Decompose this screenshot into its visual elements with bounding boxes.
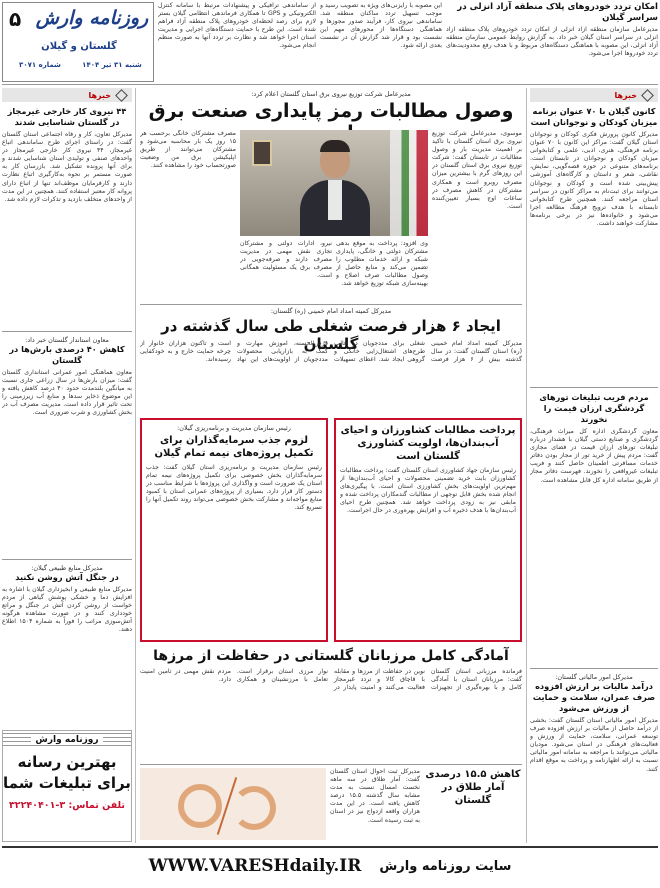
border-title: آمادگی کامل مرزبانان گلستانی در حفاظت از مرزها <box>153 648 509 664</box>
right-body2: معاون گردشگری اداره کل میراث فرهنگی، گردشگری و صنایع دستی گیلان با هشدار درباره تبلیغات تورهای ارزان قیمت در فضای مجازی گفت: مردم پیش از خرید تور از مجاز بودن دفاتر خدمات مسافرتی اطمینان حاصل کنند و فریب تبلیغات غیرواقعی را نخورند. فهرست دفاتر مجاز از طریق سامانه اداره کل قابل مشاهده است. <box>530 428 658 484</box>
main-body-b: وی افزود: پرداخت به موقع بدهی مشترکان دولتی و خانگی، پایداری شبکه و ارائه خدمات مطلوب را تضمین می‌کند و منابع حاصل از وصول مطالبات صرف اصلاح و بهینه‌سازی شبکه توزیع خواهد شد. <box>336 240 428 288</box>
masthead-section: گلستان و گیلان <box>41 41 117 52</box>
border-body: فرمانده مرزبانی استان گلستان گفت: مرزبانان استان با آمادگی کامل و با بهره‌گیری از تجهیزات نوین در حفاظت از مرزها و مقابله با قاچاق کالا و تردد غیرمجاز فعالیت می‌کنند و امنیت پایدار در نوار مرزی استان برقرار است. تعامل با مرزنشینان و همکاری مردم نقش مهمی در تامین امنیت دارد. <box>140 668 522 692</box>
investors-kicker: رئیس سازمان مدیریت و برنامه‌ریزی گیلان: <box>177 424 291 432</box>
investors-title: لزوم جذب سرمایه‌گذاران برای تکمیل پروژه‌های نیمه تمام گیلان <box>154 435 314 459</box>
footer-label: سایت روزنامه وارش <box>379 858 512 874</box>
jobs-kicker: مدیرکل کمیته امداد امام خمینی (ره) گلستان: <box>270 307 392 315</box>
left-news-label <box>2 88 132 102</box>
ad-brand-band <box>3 731 131 749</box>
right-news-label <box>530 88 658 102</box>
top-right-body: مدیرعامل سازمان منطقه آزاد انزلی از امکان تردد خودروهای پلاک منطقه آزاد انزلی در سراسر استان گیلان خبر داد. به گزارش روابط عمومی سازمان منطقه آزاد انزلی، این مصوبه با هماهنگی دستگاه‌های مربوط و با هدف رفع محدودیت‌های تردد خودروها اجرا می‌شود. <box>446 26 658 58</box>
divorce-title: کاهش ۱۵.۵ درصدی آمار طلاق در گلستان <box>425 769 521 806</box>
ring-right <box>232 786 276 830</box>
diamond-icon <box>641 89 654 102</box>
right-h2: مردم فریب تبلیغات تورهای گردشگری ارزان قیمت را نخورند <box>539 392 649 424</box>
right-h3: درآمد مالیات بر ارزش افزوده صرف عمران، سلامت و حمایت از ورزش می‌شود <box>532 681 656 713</box>
left-kicker2: معاون استاندار گلستان خبر داد: <box>25 336 109 344</box>
right-column <box>530 88 658 843</box>
left-divider-1 <box>2 331 132 332</box>
right-body3: مدیرکل امور مالیاتی استان گلستان گفت: بخشی از درآمد حاصل از مالیات بر ارزش افزوده صرف توسعه عمرانی، سلامت، حمایت از ورزش و فعالیت‌های فرهنگی در استان می‌شود. مودیان مالیاتی می‌توانند با مراجعه به سامانه امور مالیاتی نسبت به ارائه اظهارنامه و پرداخت به موقع اقدام کنند. <box>530 717 658 773</box>
ad-brand: روزنامه وارش <box>31 735 102 745</box>
masthead <box>2 2 154 82</box>
official-photo <box>240 130 428 236</box>
left-divider-2 <box>2 559 132 560</box>
ring-left <box>178 784 222 828</box>
left-news-label-text: خبرها <box>88 90 111 100</box>
mid-divider-2 <box>140 764 522 765</box>
footer-site[interactable]: WWW.VARESHdaily.IR <box>148 856 362 876</box>
jobs-title: ایجاد ۶ هزار فرصت شغلی طی سال گذشته در گلستان <box>161 317 501 353</box>
left-h1: ۴۴ نیروی کار خارجی غیرمجاز در گلستان شناسایی شدند <box>7 106 127 127</box>
left-column-rule <box>135 88 136 843</box>
left-column <box>2 88 132 726</box>
right-kicker3: مدیرکل امور مالیاتی گلستان: <box>555 673 633 681</box>
diamond-icon <box>115 89 128 102</box>
top-right-article <box>446 2 658 82</box>
top-right-title: امکان تردد خودروهای پلاک منطقه آزاد انزلی در سراسر گیلان <box>457 2 658 23</box>
left-body2: معاون هماهنگی امور عمرانی استانداری گلستان گفت: میزان بارش‌ها در سال زراعی جاری نسبت به میانگین بلندمدت حدود ۴۰ درصد کاهش یافته و این موضوع ذخایر سدها و منابع آب زیرزمینی را تحت تاثیر قرار داده است. مدیریت مصرف آب در بخش کشاورزی و شرب ضروری است. <box>2 369 132 417</box>
main-body-a: موسوی، مدیرعامل شرکت توزیع نیروی برق استان گلستان با تاکید بر اهمیت مدیریت بار و وصول مطالبات در تابستان گفت: شرکت توزیع نیروی برق استان گلستان در این روزهای گرم با بیشترین میزان مصرف روبرو است و همکاری مشترکان در کاهش مصرف در ساعات اوج بسیار تعیین‌کننده است. <box>432 130 522 210</box>
ad-box <box>2 730 132 842</box>
left-body3: مدیرکل منابع طبیعی و آبخیزداری گیلان با اشاره به افزایش دما و خشکی پوشش گیاهی از مردم خواست از روشن کردن آتش در جنگل و مراتع خودداری کنند و در صورت مشاهده هرگونه آتش‌سوزی مراتب را فوراً به شماره ۱۵۰۴ اطلاع دهند. <box>2 586 132 634</box>
masthead-issue: شماره ۳۰۷۱ <box>19 61 61 69</box>
right-h1: کانون گیلان با ۷۰ عنوان برنامه میزبان کودکان و نوجوانان است <box>530 106 658 127</box>
broken-rings-image <box>140 768 326 840</box>
masthead-date: شنبه ۳۱ تیر ۱۴۰۴ <box>82 61 142 69</box>
right-body1: مدیرکل کانون پرورش فکری کودکان و نوجوانان استان گیلان گفت: مراکز این کانون با ۷۰ عنوان برنامه فرهنگی، هنری، ادبی، علمی و کتابخوانی میزبان کودکان و نوجوانان در تابستان است. برنامه‌های متنوعی در حوزه قصه‌گویی، نمایش، نقاشی، شعر و داستان و کارگاه‌های آموزشی پیش‌بینی شده است و کودکان و نوجوانان می‌توانند برای ثبت‌نام به مراکز کانون در سراسر استان مراجعه کنند. همچنین طرح کتابخوانی تابستانه با هدف ترویج فرهنگ مطالعه اجرا می‌شود و خانواده‌ها نیز در برخی برنامه‌ها مشارکت خواهند داشت. <box>530 131 658 228</box>
investors-box <box>140 418 328 642</box>
flag <box>390 130 428 236</box>
person-shirt <box>328 180 342 220</box>
portrait-frame <box>252 140 272 166</box>
ad-phone: تلفن تماس: ۳-۳۲۲۴۰۴۰۱ <box>8 800 125 811</box>
right-news-label-text: خبرها <box>614 90 637 100</box>
farmers-box <box>334 418 522 642</box>
ad-slogan-1: بهترین رسانه <box>17 753 117 771</box>
right-divider-2 <box>530 668 658 669</box>
ad-slogan-2: برای تبلیغات شما <box>3 774 131 792</box>
left-kicker3: مدیرکل منابع طبیعی گیلان: <box>31 564 103 572</box>
footer-bar <box>2 846 658 884</box>
farmers-title: پرداخت مطالبات کشاورزان و احیای آب‌بندان‌ها، اولویت کشاورزی گلستان است <box>340 425 516 462</box>
right-divider-1 <box>530 387 658 388</box>
mid-divider-1 <box>140 304 522 305</box>
right-column-rule <box>526 88 527 843</box>
main-kicker: مدیرعامل شرکت توزیع نیروی برق استان گلستان اعلام کرد: <box>251 90 411 98</box>
left-h3: در جنگل آتش روشن نکنید <box>15 572 119 582</box>
main-body-c: نیرو، ادارات دولتی و مشترکان تجاری نقش مهمی در مدیریت مصرف دارند و صرفه‌جویی در مصرف برق یک مسئولیت همگانی است. <box>240 240 332 280</box>
top-middle-text: این مصوبه با رایزنی‌های ویژه به تصویب رسید و موجب تسهیل تردد ساکنان منطقه شد. ساماندهی نیروی کار، فرآیند صدور مجوزها و هماهنگی دستگاه‌ها از محورهای مهم این نشست بود و قرار شد گزارش آن در نشست بعدی ارائه شود. <box>320 2 442 50</box>
left-body1: مدیرکل تعاون، کار و رفاه اجتماعی استان گلستان گفت: در راستای اجرای طرح ساماندهی اتباع غیرمجاز، ۴۴ نیروی کار خارجی غیرمجاز در واحدهای صنفی و تولیدی استان شناسایی شدند و برای آنها پرونده تشکیل شد. بازرسان کار به صورت مستمر بر نحوه به‌کارگیری اتباع نظارت دارند و کارفرمایان موظف‌اند تنها از اتباع دارای پروانه کار معتبر استفاده کنند. همچنین در این مدت از واحدهای متخلف بازدید و تذکرات لازم داده شد. <box>2 131 132 203</box>
top-divider <box>2 84 658 85</box>
main-body-d: مصرف مشترکان خانگی برحسب هر ۱۵ روز یک بار محاسبه می‌شود و مشترکان می‌توانند از طریق اپلیکیشن برق من وضعیت صورتحساب خود را مشاهده کنند. <box>140 130 236 170</box>
main-title: وصول مطالبات رمز پایداری صنعت برق <box>148 100 514 122</box>
investors-body: رئیس سازمان مدیریت و برنامه‌ریزی استان گیلان گفت: جذب سرمایه‌گذاران بخش خصوصی برای تکمیل پروژه‌های نیمه تمام استان یک ضرورت است و واگذاری این پروژه‌ها با شرایط مناسب در دستور کار قرار دارد. بسیاری از پروژه‌های عمرانی استان با کمبود منابع مواجه‌اند و مشارکت بخش خصوصی می‌تواند روند تکمیل آنها را تسریع کند. <box>146 464 322 512</box>
farmers-body: رئیس سازمان جهاد کشاورزی استان گلستان گفت: پرداخت مطالبات کشاورزان بابت خرید تضمینی محصولات و احیای آب‌بندان‌ها از مهم‌ترین اولویت‌های بخش کشاورزی استان است. با پیگیری‌های انجام شده بخش قابل توجهی از مطالبات گندمکاران پرداخت شده و مابقی نیز به زودی پرداخت خواهد شد. همچنین طرح احیای آب‌بندان‌ها با هدف ذخیره آب و افزایش بهره‌وری در حال اجراست. <box>340 467 516 515</box>
left-h2: کاهش ۴۰ درصدی بارش‌ها در گلستان <box>9 344 125 365</box>
person-hair <box>320 140 350 152</box>
page-number: ۵ <box>9 7 22 31</box>
jobs-body: مدیرکل کمیته امداد امام خمینی (ره) استان گلستان گفت: در سال گذشته بیش از ۶ هزار فرصت شغلی برای مددجویان در قالب طرح‌های اشتغال‌زایی خانگی و گروهی ایجاد شد. اعطای تسهیلات قرض‌الحسنه، آموزش مهارت و کمک به بازاریابی محصولات مددجویان از اولویت‌های این نهاد است و تاکنون هزاران خانوار از چرخه حمایت خارج و به خودکفایی رسیده‌اند. <box>140 340 522 364</box>
top-left-text: از ساماندهی ترافیکی و پیشنهادات مرتبط با سامانه کنترل الکترونیکی و GPS تا همکاری فرماندهی انتظامی گیلان بستر لازم برای رصد لحظه‌ای خودروهای پلاک منطقه آزاد فراهم شده است. این طرح با حمایت دستگاه‌های اجرایی و مدیریت استان اجرا خواهد شد و نظارت بر تردد آنها به صورت منظم انجام می‌شود. <box>158 2 316 50</box>
divorce-body: مدیرکل ثبت احوال استان گلستان گفت: آمار طلاق در سه ماهه نخست امسال نسبت به مدت مشابه سال گذشته ۱۵.۵ درصد کاهش یافته است. در این مدت هزاران واقعه ازدواج نیز در استان به ثبت رسیده است. <box>330 768 420 824</box>
masthead-logo: روزنامه وارش <box>35 7 149 29</box>
